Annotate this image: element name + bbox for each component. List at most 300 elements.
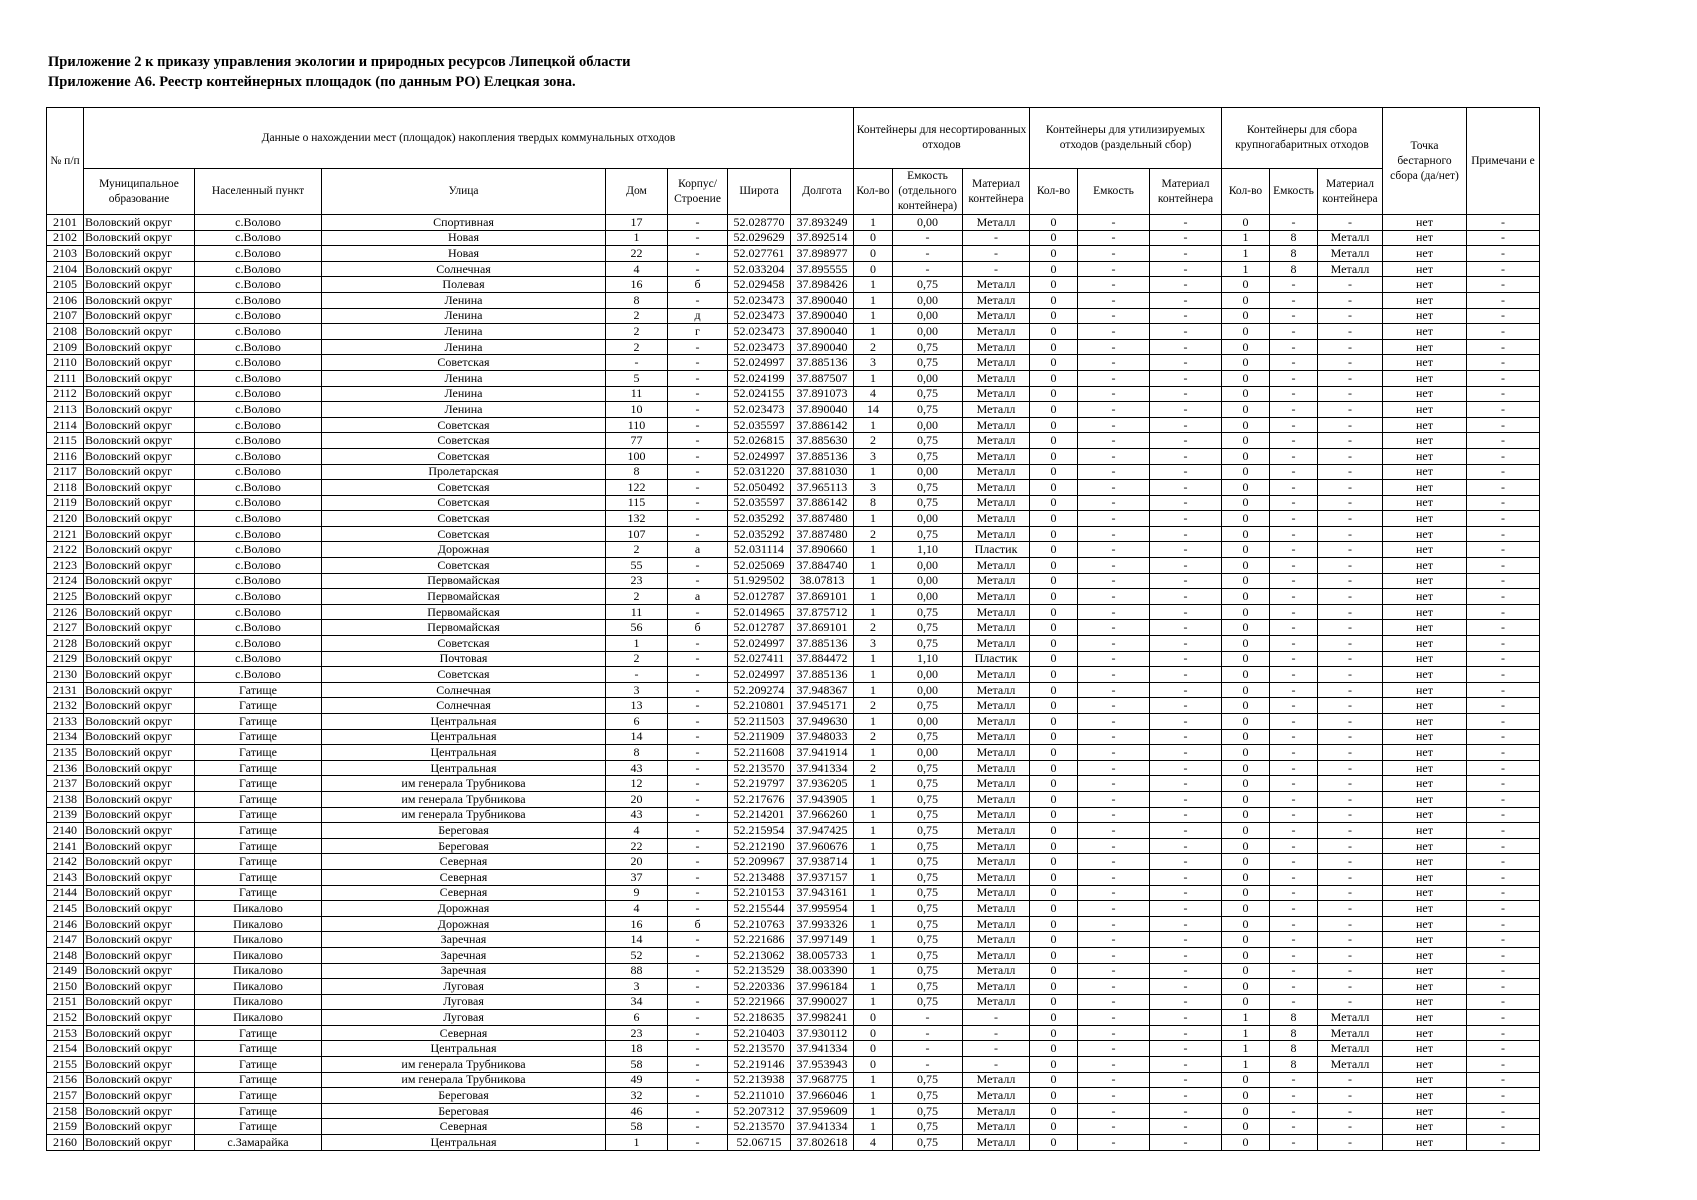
table-row	[47, 963, 1540, 979]
col-header-house: Дом	[606, 169, 668, 215]
table-cell: 37.802618	[791, 1135, 854, 1151]
table-cell: 0	[1222, 480, 1270, 496]
table-cell: -	[668, 573, 728, 589]
table-cell: -	[668, 355, 728, 371]
table-cell: -	[668, 714, 728, 730]
table-cell: -	[1150, 386, 1222, 402]
table-cell: -	[1150, 480, 1222, 496]
table-cell: Ленина	[322, 292, 606, 308]
table-cell: нет	[1383, 901, 1467, 917]
table-cell: Советская	[322, 433, 606, 449]
table-cell: 0,00	[893, 558, 963, 574]
table-cell: Гатище	[195, 698, 322, 714]
table-cell: Металл	[963, 402, 1030, 418]
table-cell: 2137	[47, 776, 84, 792]
table-cell: -	[668, 651, 728, 667]
table-cell: -	[1318, 651, 1383, 667]
table-cell: 0	[1222, 558, 1270, 574]
table-cell: Воловский округ	[84, 698, 195, 714]
table-cell: -	[1078, 1119, 1150, 1135]
table-cell: -	[668, 698, 728, 714]
table-cell: -	[1467, 246, 1540, 262]
table-cell: 0	[1222, 542, 1270, 558]
table-cell: с.Волово	[195, 433, 322, 449]
col-header-notes: Примечани е	[1467, 108, 1540, 215]
table-cell: 0	[1030, 589, 1078, 605]
table-row	[47, 1072, 1540, 1088]
table-cell: -	[1078, 901, 1150, 917]
table-cell: -	[1318, 885, 1383, 901]
table-cell: Металл	[963, 526, 1030, 542]
table-cell: -	[1078, 464, 1150, 480]
table-cell: Металл	[963, 558, 1030, 574]
table-cell: 37.953943	[791, 1057, 854, 1073]
table-cell: Воловский округ	[84, 932, 195, 948]
table-cell: Воловский округ	[84, 339, 195, 355]
table-cell: Металл	[963, 324, 1030, 340]
table-cell: нет	[1383, 1088, 1467, 1104]
table-cell: Советская	[322, 495, 606, 511]
table-cell: 1	[854, 916, 893, 932]
table-cell: 0,00	[893, 417, 963, 433]
table-row	[47, 636, 1540, 652]
table-cell: Гатище	[195, 807, 322, 823]
table-cell: -	[1318, 480, 1383, 496]
table-cell: Металл	[963, 807, 1030, 823]
table-cell: 37.995954	[791, 901, 854, 917]
group-header-unsorted: Контейнеры для несортированных отходов	[854, 108, 1030, 169]
table-cell: 52.012787	[728, 620, 791, 636]
table-cell: 9	[606, 885, 668, 901]
table-cell: 37.885136	[791, 667, 854, 683]
table-cell: -	[1270, 854, 1318, 870]
table-cell: -	[1318, 916, 1383, 932]
table-cell: 52.023473	[728, 308, 791, 324]
table-cell: Металл	[963, 932, 1030, 948]
table-cell: -	[1270, 682, 1318, 698]
table-cell: нет	[1383, 386, 1467, 402]
table-cell: 0	[1222, 745, 1270, 761]
table-cell: 37	[606, 869, 668, 885]
table-cell: -	[1078, 1072, 1150, 1088]
table-cell: 58	[606, 1119, 668, 1135]
table-cell: Воловский округ	[84, 355, 195, 371]
container-sites-registry-table	[46, 107, 1540, 1151]
table-cell: 0	[1222, 448, 1270, 464]
table-cell: Металл	[963, 1119, 1030, 1135]
col-header-bulky-material: Материал контейнера	[1318, 169, 1383, 215]
table-cell: нет	[1383, 963, 1467, 979]
table-cell: 37.965113	[791, 480, 854, 496]
table-cell: Советская	[322, 526, 606, 542]
table-cell: нет	[1383, 464, 1467, 480]
table-row	[47, 215, 1540, 231]
table-cell: 0	[1030, 1010, 1078, 1026]
table-cell: -	[668, 1072, 728, 1088]
table-cell: д	[668, 308, 728, 324]
table-cell: Воловский округ	[84, 370, 195, 386]
table-cell: 0	[1222, 308, 1270, 324]
table-cell: 3	[606, 682, 668, 698]
table-cell: им генерала Трубникова	[322, 807, 606, 823]
table-cell: 2119	[47, 495, 84, 511]
table-cell: 52.024997	[728, 636, 791, 652]
table-cell: 5	[606, 370, 668, 386]
table-cell: -	[1270, 324, 1318, 340]
table-cell: 52.024155	[728, 386, 791, 402]
table-row	[47, 495, 1540, 511]
table-cell: 37.890040	[791, 308, 854, 324]
table-row	[47, 433, 1540, 449]
table-cell: 0	[1030, 230, 1078, 246]
table-cell: -	[1467, 698, 1540, 714]
table-cell: 0,75	[893, 1088, 963, 1104]
table-cell: Северная	[322, 854, 606, 870]
table-cell: 37.869101	[791, 589, 854, 605]
table-cell: Воловский округ	[84, 729, 195, 745]
table-cell: 0,75	[893, 604, 963, 620]
table-cell: -	[1467, 807, 1540, 823]
table-cell: 16	[606, 277, 668, 293]
table-cell: -	[1270, 947, 1318, 963]
table-cell: -	[1270, 573, 1318, 589]
table-row	[47, 807, 1540, 823]
table-cell: 37.966260	[791, 807, 854, 823]
table-cell: 37.948367	[791, 682, 854, 698]
table-cell: Металл	[963, 604, 1030, 620]
table-cell: 0	[1222, 277, 1270, 293]
table-cell: 1	[854, 994, 893, 1010]
table-cell: 0,00	[893, 667, 963, 683]
table-cell: 37.887507	[791, 370, 854, 386]
table-cell: 37.885630	[791, 433, 854, 449]
table-cell: 37.936205	[791, 776, 854, 792]
table-cell: -	[1270, 667, 1318, 683]
table-row	[47, 838, 1540, 854]
table-cell: -	[1078, 807, 1150, 823]
table-row	[47, 480, 1540, 496]
table-cell: -	[1270, 1119, 1318, 1135]
table-cell: 0	[1030, 979, 1078, 995]
table-cell: -	[1318, 495, 1383, 511]
table-cell: 3	[606, 979, 668, 995]
table-cell: 52.024997	[728, 667, 791, 683]
table-cell: -	[1150, 698, 1222, 714]
table-cell: -	[1078, 760, 1150, 776]
table-cell: 2123	[47, 558, 84, 574]
table-cell: -	[1467, 526, 1540, 542]
table-cell: нет	[1383, 355, 1467, 371]
table-cell: с.Волово	[195, 324, 322, 340]
table-cell: 77	[606, 433, 668, 449]
table-cell: -	[1078, 1041, 1150, 1057]
table-cell: 0	[1030, 604, 1078, 620]
table-cell: -	[668, 370, 728, 386]
table-cell: -	[1078, 370, 1150, 386]
table-cell: 1	[854, 932, 893, 948]
table-cell: 2153	[47, 1025, 84, 1041]
table-cell: Новая	[322, 246, 606, 262]
table-cell: 2	[606, 589, 668, 605]
table-cell: -	[1270, 1103, 1318, 1119]
table-cell: -	[1150, 823, 1222, 839]
table-cell: 2130	[47, 667, 84, 683]
table-cell: -	[1078, 698, 1150, 714]
table-cell: Воловский округ	[84, 558, 195, 574]
table-cell: -	[1318, 526, 1383, 542]
table-cell: -	[1467, 994, 1540, 1010]
table-cell: 0	[1030, 558, 1078, 574]
table-cell: -	[1467, 760, 1540, 776]
table-cell: 37.930112	[791, 1025, 854, 1041]
table-cell: -	[1078, 339, 1150, 355]
table-row	[47, 604, 1540, 620]
table-cell: Северная	[322, 885, 606, 901]
table-cell: -	[1318, 698, 1383, 714]
table-cell: -	[1318, 760, 1383, 776]
table-row	[47, 511, 1540, 527]
table-cell: Ленина	[322, 308, 606, 324]
table-cell: Береговая	[322, 838, 606, 854]
table-cell: -	[1150, 979, 1222, 995]
table-cell: нет	[1383, 1010, 1467, 1026]
table-cell: Воловский округ	[84, 869, 195, 885]
table-cell: 2122	[47, 542, 84, 558]
table-cell: с.Волово	[195, 277, 322, 293]
table-cell: 0	[1030, 1072, 1078, 1088]
table-cell: -	[1270, 402, 1318, 418]
table-cell: -	[893, 1057, 963, 1073]
table-cell: 12	[606, 776, 668, 792]
table-cell: 2159	[47, 1119, 84, 1135]
table-cell: 0	[1222, 854, 1270, 870]
table-cell: 0	[1030, 355, 1078, 371]
table-cell: -	[1150, 511, 1222, 527]
table-cell: Воловский округ	[84, 292, 195, 308]
table-cell: -	[1150, 433, 1222, 449]
table-cell: Гатище	[195, 1025, 322, 1041]
document-subtitle: Приложение А6. Реестр контейнерных площадок (по данным РО) Елецкая зона.	[48, 74, 576, 90]
table-cell: -	[1270, 448, 1318, 464]
table-cell: 1	[1222, 1025, 1270, 1041]
table-cell: -	[1270, 932, 1318, 948]
table-cell: -	[1150, 1010, 1222, 1026]
table-cell: Воловский округ	[84, 854, 195, 870]
table-cell: 8	[854, 495, 893, 511]
table-cell: -	[1150, 1088, 1222, 1104]
table-cell: -	[1078, 215, 1150, 231]
table-cell: 37.886142	[791, 417, 854, 433]
table-cell: -	[668, 215, 728, 231]
table-cell: -	[1467, 1025, 1540, 1041]
table-cell: -	[1078, 667, 1150, 683]
table-cell: 0	[1030, 573, 1078, 589]
table-cell: 14	[606, 729, 668, 745]
table-cell: 52.024997	[728, 448, 791, 464]
table-cell: -	[1078, 745, 1150, 761]
table-cell: нет	[1383, 791, 1467, 807]
table-cell: с.Волово	[195, 636, 322, 652]
table-cell: -	[1150, 729, 1222, 745]
table-cell: Центральная	[322, 1041, 606, 1057]
table-cell: Воловский округ	[84, 1072, 195, 1088]
table-cell: 43	[606, 760, 668, 776]
table-cell: 8	[1270, 1041, 1318, 1057]
table-cell: -	[1078, 308, 1150, 324]
table-cell: 2117	[47, 464, 84, 480]
table-cell: Воловский округ	[84, 916, 195, 932]
table-cell: 52.211608	[728, 745, 791, 761]
table-cell: Воловский округ	[84, 417, 195, 433]
table-cell: -	[1078, 916, 1150, 932]
table-cell: -	[668, 838, 728, 854]
table-cell: Металл	[963, 714, 1030, 730]
table-cell: нет	[1383, 480, 1467, 496]
table-cell: Воловский округ	[84, 838, 195, 854]
table-cell: 37.886142	[791, 495, 854, 511]
table-cell: 37.938714	[791, 854, 854, 870]
table-cell: -	[1150, 526, 1222, 542]
table-cell: 0	[1222, 636, 1270, 652]
table-cell: Гатище	[195, 1041, 322, 1057]
table-cell: 0	[1030, 667, 1078, 683]
table-cell: Воловский округ	[84, 1088, 195, 1104]
table-cell: Воловский округ	[84, 573, 195, 589]
table-cell: -	[1150, 682, 1222, 698]
table-cell: -	[668, 230, 728, 246]
table-cell: 52.031220	[728, 464, 791, 480]
table-cell: -	[893, 230, 963, 246]
table-cell: -	[1467, 433, 1540, 449]
table-cell: Металл	[963, 729, 1030, 745]
table-cell: 52.024199	[728, 370, 791, 386]
table-cell: -	[1150, 589, 1222, 605]
table-cell: 0	[1222, 339, 1270, 355]
table-cell: Металл	[963, 277, 1030, 293]
table-row	[47, 729, 1540, 745]
table-cell: 1	[854, 1103, 893, 1119]
table-cell: -	[1150, 869, 1222, 885]
table-cell: -	[1318, 667, 1383, 683]
table-cell: Луговая	[322, 994, 606, 1010]
table-cell: -	[668, 760, 728, 776]
table-cell: Воловский округ	[84, 760, 195, 776]
col-header-unsorted-material: Материал контейнера	[963, 169, 1030, 215]
table-cell: -	[1467, 823, 1540, 839]
table-cell: 2	[606, 324, 668, 340]
table-cell: -	[963, 246, 1030, 262]
table-cell: Воловский округ	[84, 324, 195, 340]
table-cell: -	[668, 885, 728, 901]
table-cell: -	[1270, 636, 1318, 652]
table-cell: 37.881030	[791, 464, 854, 480]
table-cell: 0,00	[893, 324, 963, 340]
table-cell: 0	[1222, 1103, 1270, 1119]
table-cell: Советская	[322, 667, 606, 683]
table-cell: Центральная	[322, 745, 606, 761]
table-cell: Советская	[322, 511, 606, 527]
table-cell: -	[1467, 604, 1540, 620]
table-cell: 52.214201	[728, 807, 791, 823]
table-cell: -	[1150, 604, 1222, 620]
table-cell: -	[1467, 651, 1540, 667]
table-cell: 3	[854, 448, 893, 464]
table-cell: -	[668, 339, 728, 355]
table-cell: 0,75	[893, 885, 963, 901]
table-cell: 1	[854, 682, 893, 698]
table-cell: 1	[1222, 230, 1270, 246]
table-cell: -	[668, 433, 728, 449]
table-cell: с.Волово	[195, 511, 322, 527]
table-cell: 2158	[47, 1103, 84, 1119]
table-cell: б	[668, 620, 728, 636]
col-header-municipality: Муниципальное образование	[84, 169, 195, 215]
table-cell: -	[1270, 433, 1318, 449]
table-cell: 0	[1030, 791, 1078, 807]
table-cell: нет	[1383, 230, 1467, 246]
table-body	[47, 215, 1540, 1151]
table-cell: им генерала Трубникова	[322, 1057, 606, 1073]
table-cell: -	[1150, 636, 1222, 652]
table-cell: Металл	[963, 355, 1030, 371]
table-cell: 0,75	[893, 869, 963, 885]
table-cell: 1	[854, 589, 893, 605]
table-cell: -	[1467, 542, 1540, 558]
table-cell: -	[1270, 526, 1318, 542]
table-cell: 0	[1030, 901, 1078, 917]
table-cell: -	[1270, 589, 1318, 605]
table-cell: 0,00	[893, 573, 963, 589]
table-cell: -	[1078, 558, 1150, 574]
table-cell: -	[1078, 448, 1150, 464]
table-cell: с.Волово	[195, 246, 322, 262]
table-cell: -	[1078, 838, 1150, 854]
table-cell: Металл	[963, 901, 1030, 917]
table-cell: Пикалово	[195, 916, 322, 932]
table-cell: -	[668, 1025, 728, 1041]
table-cell: 0	[1030, 682, 1078, 698]
table-cell: 52.023473	[728, 324, 791, 340]
table-cell: -	[1150, 1025, 1222, 1041]
table-cell: 2151	[47, 994, 84, 1010]
table-cell: 0,75	[893, 448, 963, 464]
table-cell: Луговая	[322, 979, 606, 995]
table-cell: с.Волово	[195, 464, 322, 480]
table-cell: 52.220336	[728, 979, 791, 995]
table-cell: а	[668, 589, 728, 605]
table-cell: -	[1467, 1119, 1540, 1135]
table-cell: Ленина	[322, 386, 606, 402]
table-cell: Металл	[963, 916, 1030, 932]
table-cell: -	[963, 261, 1030, 277]
table-cell: -	[1318, 292, 1383, 308]
table-cell: 37.996184	[791, 979, 854, 995]
table-cell: -	[1078, 636, 1150, 652]
table-cell: нет	[1383, 994, 1467, 1010]
table-cell: -	[668, 791, 728, 807]
table-cell: Гатище	[195, 791, 322, 807]
table-cell: Воловский округ	[84, 308, 195, 324]
table-cell: 0,75	[893, 1072, 963, 1088]
table-cell: 0,75	[893, 480, 963, 496]
table-cell: Металл	[963, 495, 1030, 511]
table-cell: Металл	[963, 448, 1030, 464]
col-header-street: Улица	[322, 169, 606, 215]
table-cell: 0	[1030, 636, 1078, 652]
table-cell: 0	[1222, 386, 1270, 402]
table-cell: Металл	[963, 698, 1030, 714]
table-cell: 1	[854, 277, 893, 293]
